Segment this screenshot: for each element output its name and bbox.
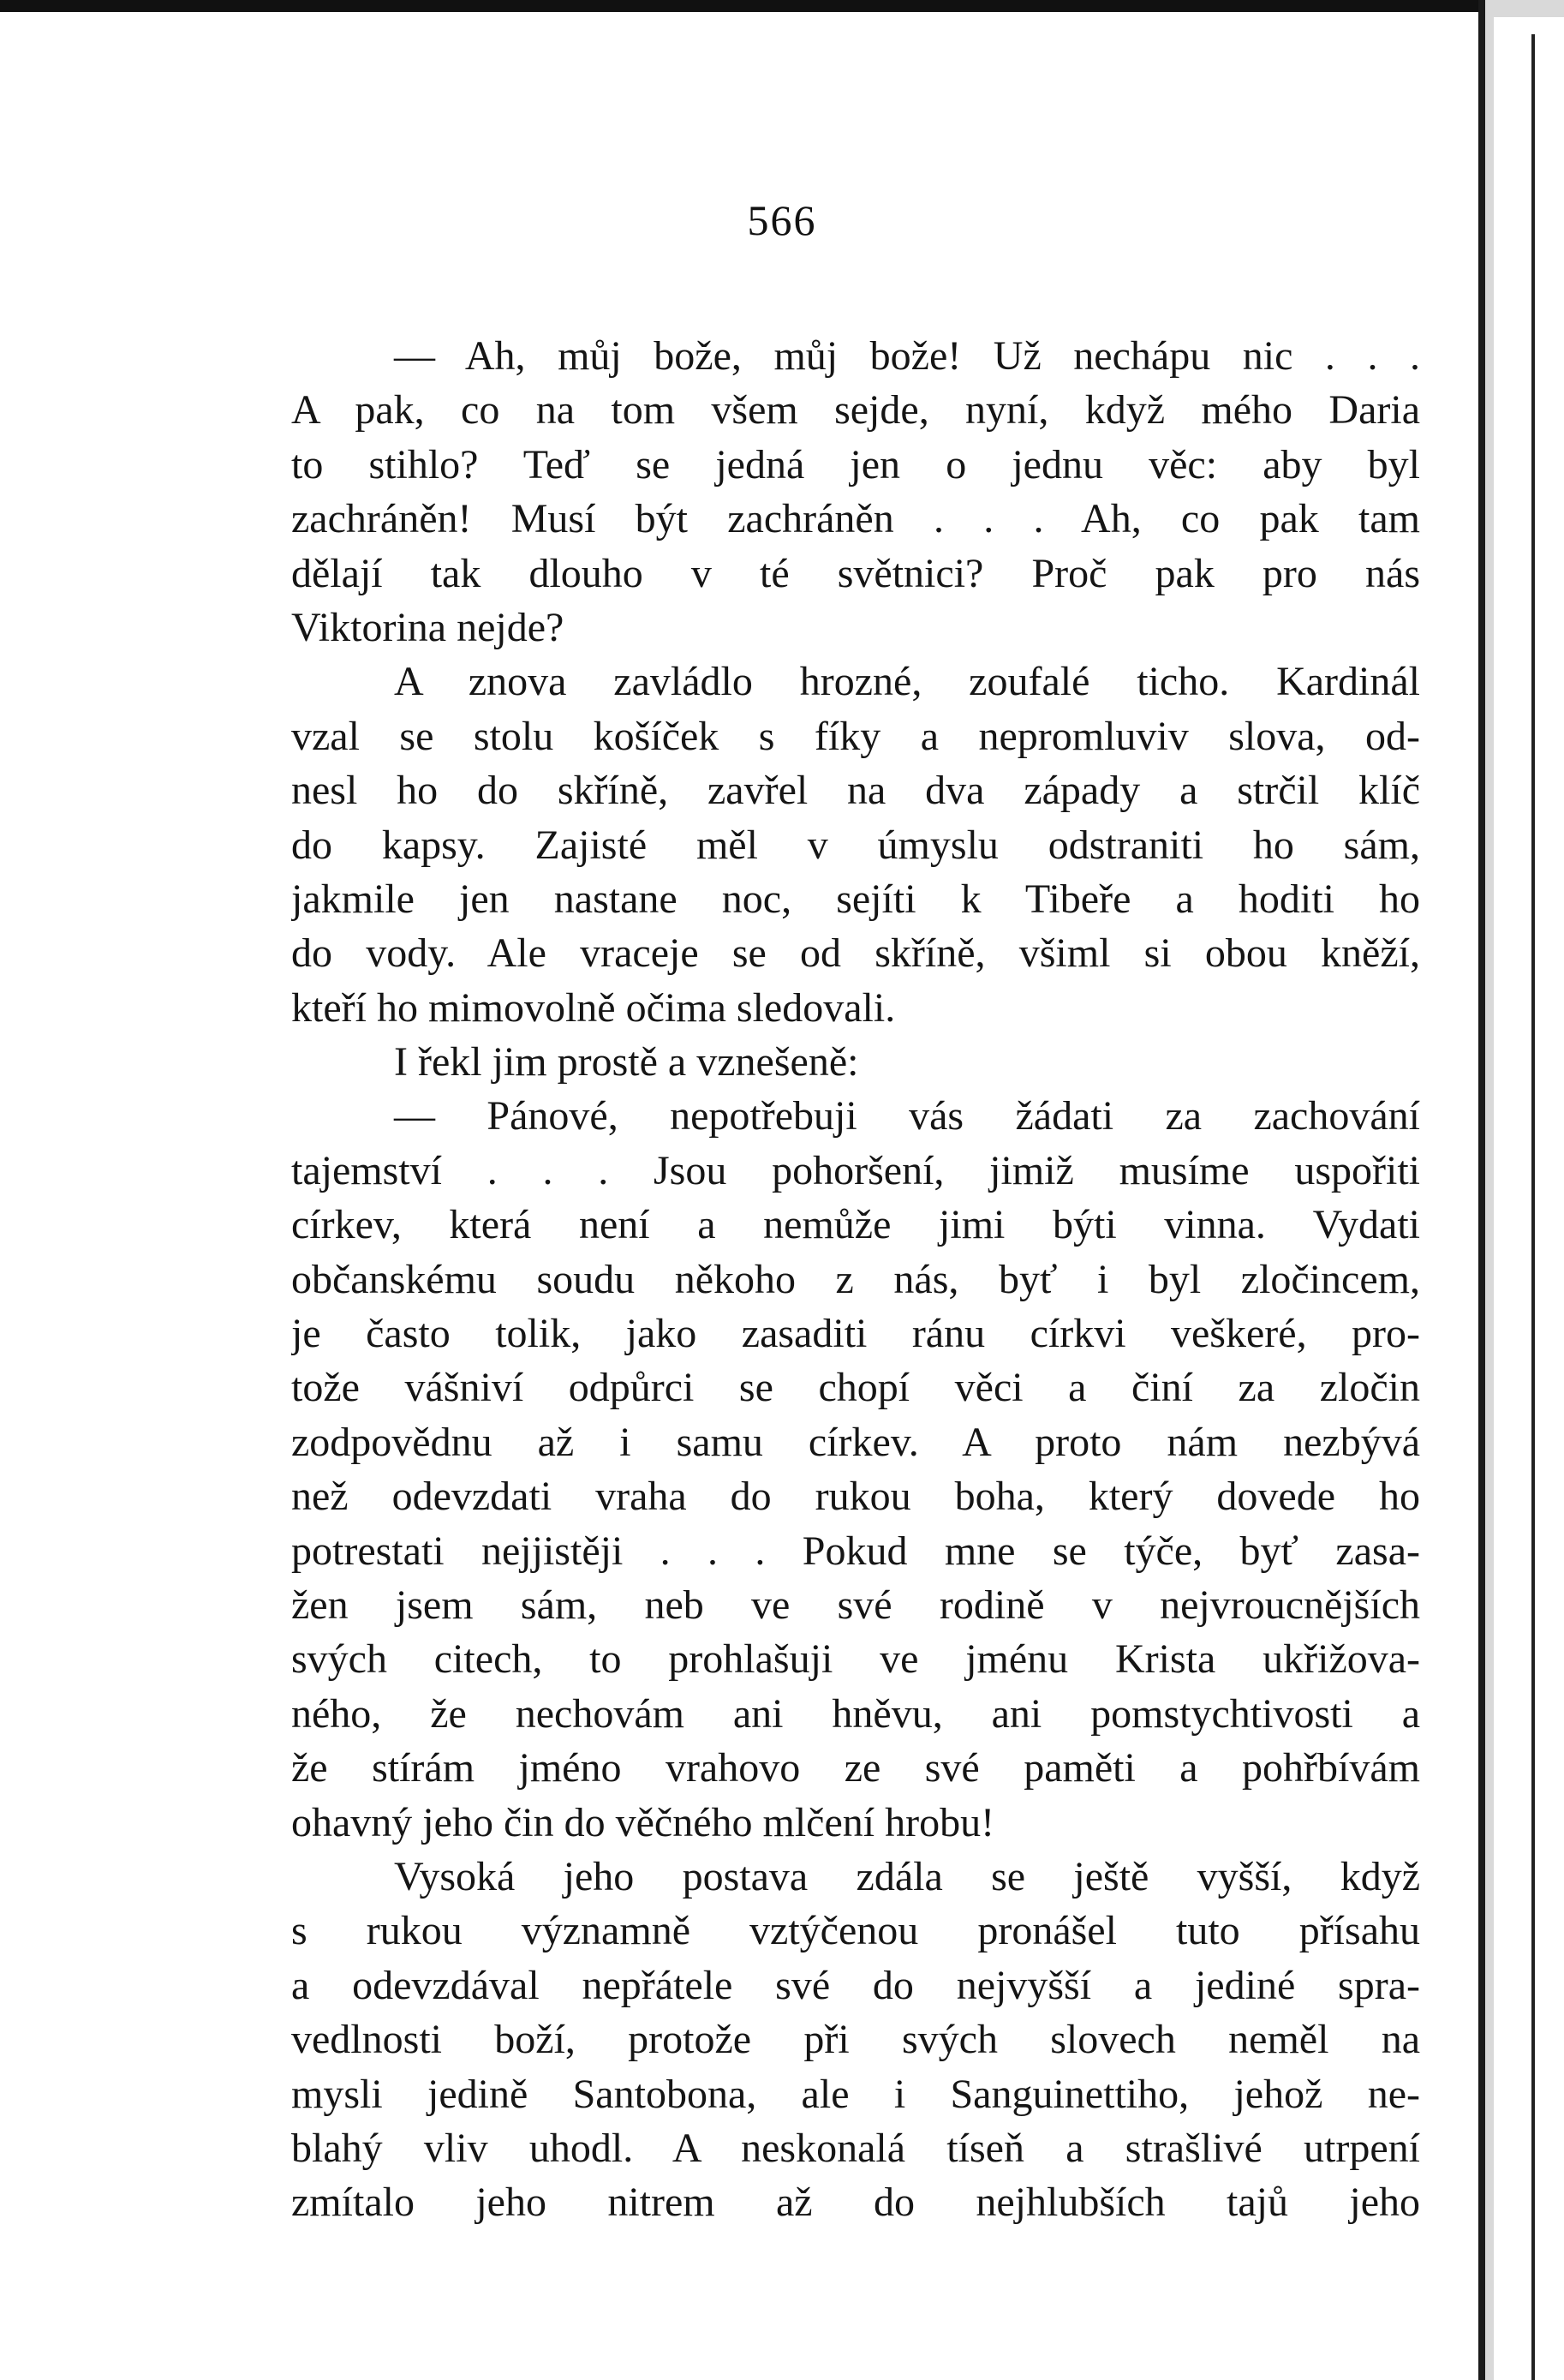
text-line: zmítalo jeho nitrem až do nejhlubších tajů jeho	[291, 2180, 1420, 2226]
body-text	[291, 329, 1420, 2230]
text-line: do kapsy. Zajisté měl v úmyslu odstraniti ho sám,	[291, 822, 1420, 868]
text-line: I řekl jim prostě a vznešeně:	[394, 1039, 859, 1085]
text-line: svých citech, to prohlašuji ve jménu Krista ukřižova-	[291, 1636, 1420, 1683]
text-line: A pak, co na tom všem sejde, nyní, když mého Daria	[291, 387, 1420, 434]
text-line: a odevzdával nepřátele své do nejvyšší a jediné spra-	[291, 1962, 1420, 2008]
text-line: s rukou významně vztýčenou pronášel tuto přísahu	[291, 1908, 1420, 1954]
text-line: jakmile jen nastane noc, sejíti k Tibeře a hoditi ho	[291, 876, 1420, 922]
text-line: A znova zavládlo hrozné, zoufalé ticho. Kardinál	[394, 659, 1420, 705]
text-line: vedlnosti boží, protože při svých slovech neměl na	[291, 2017, 1420, 2063]
text-line: tože vášniví odpůrci se chopí věci a činí za zločin	[291, 1365, 1420, 1411]
page-edge-line	[1478, 0, 1485, 2380]
text-line: potrestati nejjistěji . . . Pokud mne se týče, byť zasa-	[291, 1528, 1420, 1574]
text-line: dělají tak dlouho v té světnici? Proč pak pro nás	[291, 550, 1420, 596]
text-line: že stírám jméno vrahovo ze své paměti a pohřbívám	[291, 1745, 1420, 1791]
text-line: občanskému soudu někoho z nás, byť i byl zločincem,	[291, 1256, 1420, 1302]
text-line: tajemství . . . Jsou pohoršení, jimiž musíme uspořiti	[291, 1147, 1420, 1193]
text-line: ohavný jeho čin do věčného mlčení hrobu!	[291, 1799, 995, 1845]
text-line: vzal se stolu košíček s fíky a nepromluviv slova, od-	[291, 713, 1420, 759]
text-line: zachráněn! Musí být zachráněn . . . Ah, co pak tam	[291, 496, 1420, 542]
text-line: nesl ho do skříně, zavřel na dva západy a strčil klíč	[291, 768, 1420, 814]
text-line: než odevzdati vraha do rukou boha, který dovede ho	[291, 1474, 1420, 1520]
text-line: Vysoká jeho postava zdála se ještě vyšší, když	[394, 1853, 1420, 1899]
text-line: ného, že nechovám ani hněvu, ani pomstychtivosti a	[291, 1690, 1420, 1737]
adjacent-page-strip	[1494, 17, 1564, 2380]
text-line: blahý vliv uhodl. A neskonalá tíseň a strašlivé utrpení	[291, 2125, 1420, 2171]
text-line: žen jsem sám, neb ve své rodině v nejvroucnějších	[291, 1582, 1420, 1628]
text-line: Viktorina nejde?	[291, 604, 564, 650]
scan-border-top	[0, 0, 1482, 12]
text-line: kteří ho mimovolně očima sledovali.	[291, 984, 896, 1031]
text-line: zodpovědnu až i samu církev. A proto nám nezbývá	[291, 1419, 1420, 1465]
text-line: mysli jedině Santobona, ale i Sanguinettiho, jehož ne-	[291, 2071, 1420, 2117]
text-line: — Ah, můj bože, můj bože! Už nechápu nic . . .	[394, 333, 1420, 379]
adjacent-page-rule	[1531, 34, 1535, 2380]
text-line: je často tolik, jako zasaditi ránu církvi veškeré, pro-	[291, 1311, 1420, 1357]
text-line: do vody. Ale vraceje se od skříně, všiml si obou kněží,	[291, 930, 1420, 977]
text-line: — Pánové, nepotřebuji vás žádati za zachování	[394, 1093, 1420, 1139]
text-line: církev, která není a nemůže jimi býti vinna. Vydati	[291, 1202, 1420, 1248]
page-number: 566	[747, 196, 817, 244]
text-line: to stihlo? Teď se jedná jen o jednu věc: aby byl	[291, 441, 1420, 487]
